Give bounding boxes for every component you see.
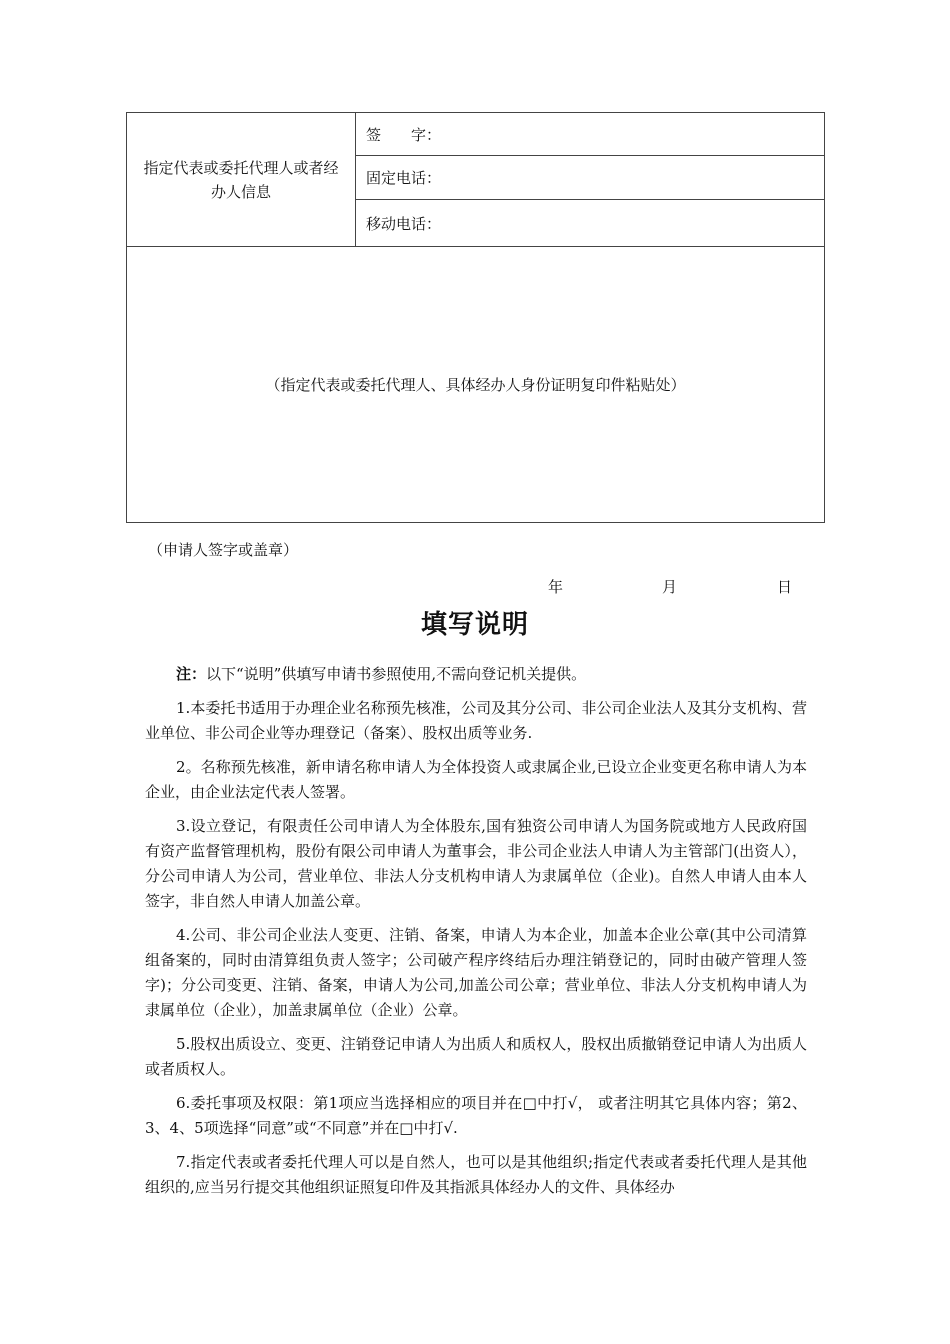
instructions-body [145, 662, 807, 1209]
date-day-label: 日 [777, 578, 793, 596]
landline-field[interactable] [356, 156, 825, 200]
note-label: 注： [176, 665, 207, 683]
instruction-item-7: 7.指定代表或者委托代理人可以是自然人，也可以是其他组织;指定代表或者委托代理人是其他组织的,应当另行提交其他组织证照复印件及其指派具体经办人的文件、具体经办 [145, 1153, 807, 1196]
paste-area-caption: （指定代表或委托代理人、具体经办人身份证明复印件粘贴处） [265, 376, 686, 394]
note-text: 以下“说明”供填写申请书参照使用,不需向登记机关提供。 [206, 665, 587, 683]
date-year-label: 年 [548, 578, 564, 596]
instruction-item-1: 1.本委托书适用于办理企业名称预先核准，公司及其分公司、非公司企业法人及其分支机构、营业单位、非公司企业等办理登记（备案）、股权出质等业务. [145, 699, 807, 742]
instruction-item-4: 4.公司、非公司企业法人变更、注销、备案，申请人为本企业，加盖本企业公章(其中公司清算组备案的，同时由清算组负责人签字；公司破产程序终结后办理注销登记的，同时由破产管理人签字)；分公司变更、注销、备案，申请人为公司,加盖公司公章；营业单位、非法人分支机构申请人为隶属单位（企业），加盖隶属单位（企业）公章。 [145, 926, 807, 1019]
signature-field[interactable] [356, 113, 825, 156]
instruction-item-6: 6.委托事项及权限：第1项应当选择相应的项目并在□中打√， 或者注明其它具体内容；第2、3、4、5项选择“同意”或“不同意”并在□中打√. [145, 1094, 807, 1137]
agent-info-label [127, 113, 356, 247]
instruction-item-3: 3.设立登记，有限责任公司申请人为全体股东,国有独资公司申请人为国务院或地方人民政府国有资产监督管理机构，股份有限公司申请人为董事会，非公司企业法人申请人为主管部门(出资人），分公司申请人为公司，营业单位、非法人分支机构申请人为隶属单位（企业)。自然人申请人由本人签字，非自然人申请人加盖公章。 [145, 817, 807, 910]
instruction-item-5: 5.股权出质设立、变更、注销登记申请人为出质人和质权人，股权出质撤销登记申请人为出质人或者质权人。 [145, 1035, 807, 1078]
mobile-field[interactable] [356, 200, 825, 247]
mobile-field-label: 移动电话： [366, 214, 442, 233]
agent-info-table [126, 112, 825, 523]
landline-field-label: 固定电话： [366, 169, 442, 187]
date-month-label: 月 [662, 578, 678, 596]
instructions-note [145, 662, 807, 687]
instructions-title: 填写说明 [420, 610, 529, 640]
id-copy-paste-area [127, 247, 825, 523]
agent-info-label-text: 指定代表或委托代理人或者经办人信息 [143, 158, 339, 201]
signature-field-label: 签 字： [366, 125, 442, 144]
instruction-item-2: 2。名称预先核准，新申请名称申请人为全体投资人或隶属企业,已设立企业变更名称申请人为本企业，由企业法定代表人签署。 [145, 758, 807, 801]
applicant-signature-label: （申请人签字或盖章） [148, 541, 299, 559]
